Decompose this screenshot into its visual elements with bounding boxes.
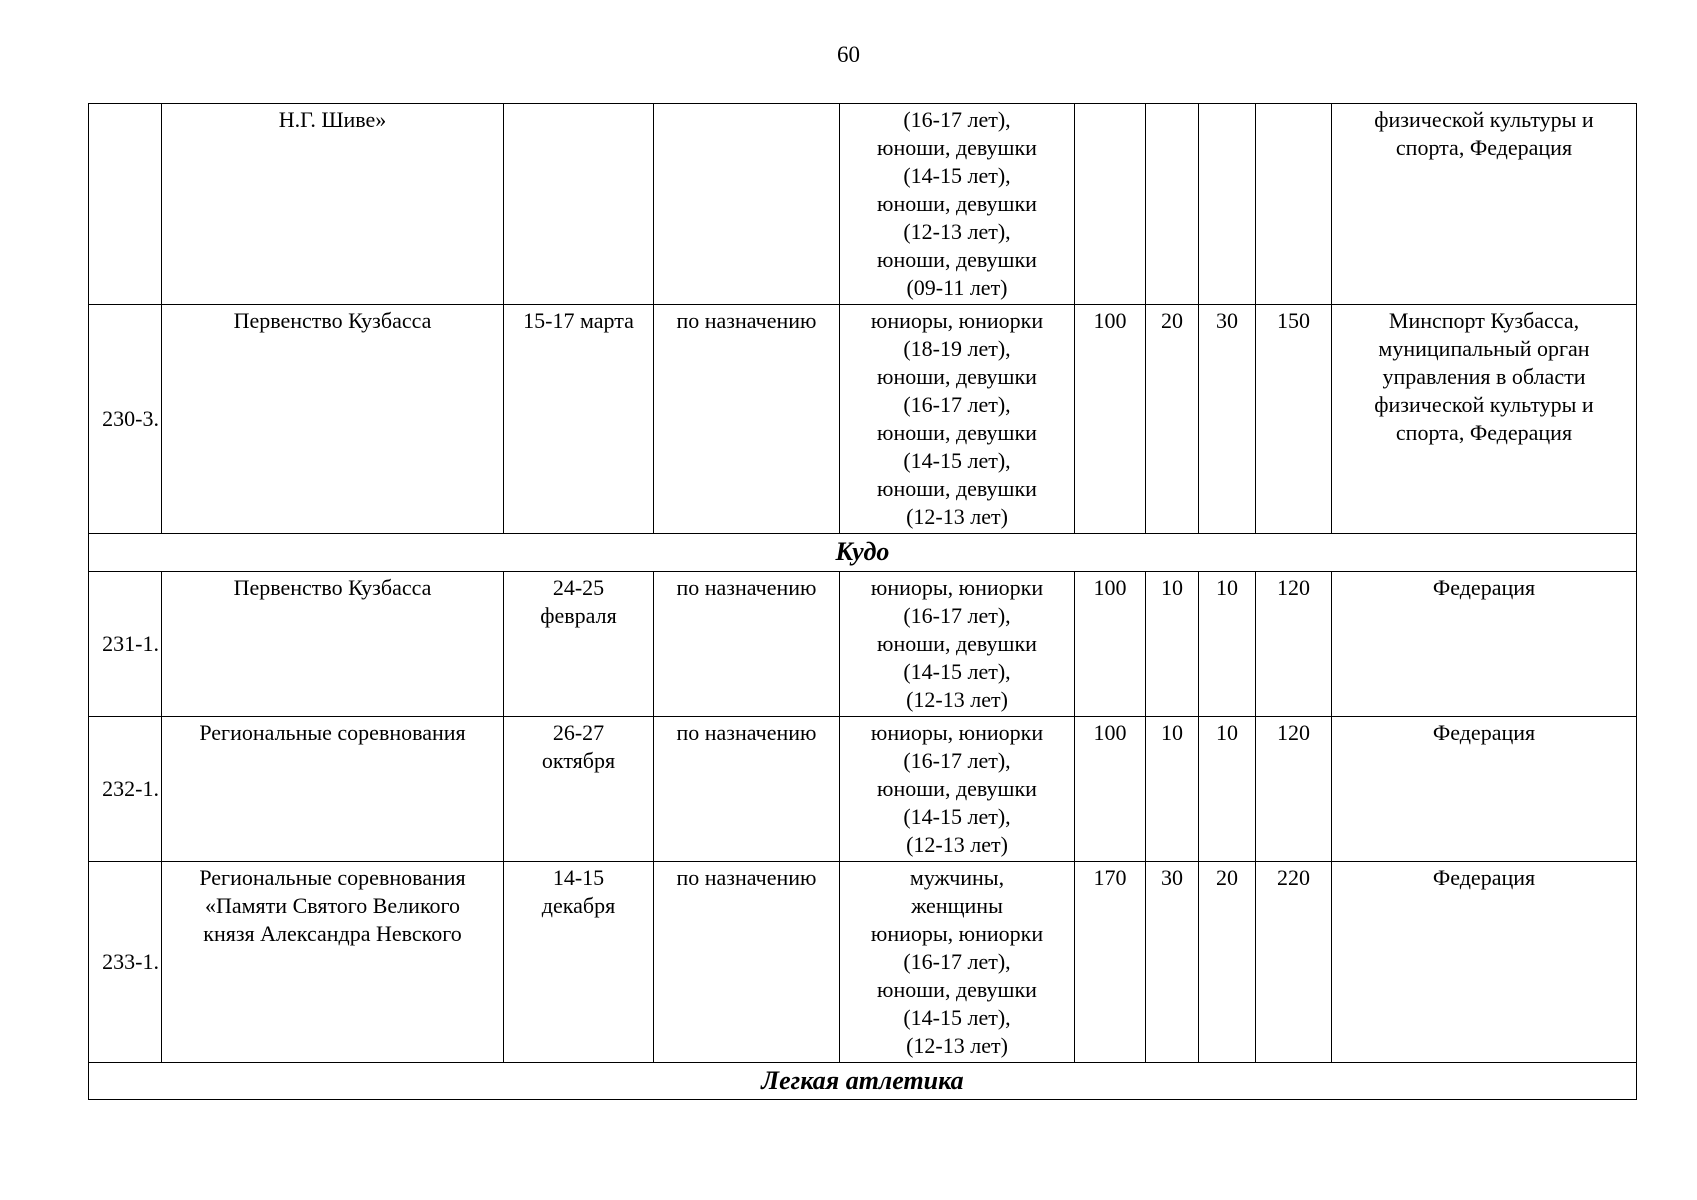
organizer — [1332, 572, 1637, 717]
participants-line: (18-19 лет), — [903, 336, 1011, 361]
event-dates-line: октября — [541, 748, 616, 773]
organizer-line: физической культуры и — [1374, 107, 1594, 132]
event-name-line: Первенство Кузбасса — [233, 575, 432, 600]
count-judges: 10 — [1199, 717, 1256, 862]
participants-line: юниоры, юниорки — [870, 921, 1044, 946]
page-number: 60 — [837, 42, 860, 67]
participants-line: юноши, девушки — [877, 977, 1037, 1002]
row-number — [89, 104, 162, 305]
participants — [840, 104, 1075, 305]
event-name — [162, 862, 504, 1063]
table-row — [89, 862, 1637, 1063]
schedule-table — [88, 103, 1637, 1100]
participants-line: юноши, девушки — [877, 364, 1037, 389]
participants-line: (14-15 лет), — [903, 804, 1011, 829]
count-coaches: 10 — [1146, 717, 1199, 862]
organizer-line: Федерация — [1432, 865, 1536, 890]
participants-line: (14-15 лет), — [903, 1005, 1011, 1030]
participants-line: юноши, девушки — [877, 420, 1037, 445]
table-row — [89, 572, 1637, 717]
participants-line: (16-17 лет), — [903, 603, 1011, 628]
table-row — [89, 104, 1637, 305]
participants-line: (16-17 лет), — [903, 748, 1011, 773]
event-dates — [504, 572, 654, 717]
participants-line: юноши, девушки — [877, 135, 1037, 160]
table-row — [89, 717, 1637, 862]
event-dates-line: 14-15 — [552, 865, 605, 890]
schedule-body — [89, 104, 1637, 1100]
participants-line: юниоры, юниорки — [870, 308, 1044, 333]
section-header-row — [89, 534, 1637, 572]
event-place — [654, 862, 840, 1063]
participants — [840, 305, 1075, 534]
event-name — [162, 717, 504, 862]
participants-line: юноши, девушки — [877, 191, 1037, 216]
participants-line: (12-13 лет) — [906, 1033, 1008, 1058]
event-place — [654, 104, 840, 305]
participants — [840, 572, 1075, 717]
row-number: 232-1. — [89, 717, 162, 862]
event-dates-line: февраля — [540, 603, 617, 628]
count-total: 150 — [1256, 305, 1332, 534]
participants-line: (14-15 лет), — [903, 448, 1011, 473]
count-participants: 170 — [1075, 862, 1146, 1063]
organizer-line: спорта, Федерация — [1395, 135, 1573, 160]
event-place-line: по назначению — [676, 308, 817, 333]
section-title: Легкая атлетика — [89, 1063, 1637, 1100]
event-name-line: Н.Г. Шиве» — [278, 107, 387, 132]
event-dates — [504, 862, 654, 1063]
participants-line: юноши, девушки — [877, 776, 1037, 801]
event-place-line: по назначению — [676, 720, 817, 745]
participants — [840, 717, 1075, 862]
organizer — [1332, 305, 1637, 534]
participants-line: (16-17 лет), — [903, 949, 1011, 974]
event-name-line: «Памяти Святого Великого — [204, 893, 460, 918]
participants-line: мужчины, — [909, 865, 1005, 890]
table-row — [89, 305, 1637, 534]
count-coaches: 10 — [1146, 572, 1199, 717]
event-dates — [504, 104, 654, 305]
row-number: 233-1. — [89, 862, 162, 1063]
organizer-line: Федерация — [1432, 720, 1536, 745]
organizer — [1332, 717, 1637, 862]
participants-line: женщины — [911, 893, 1003, 918]
participants-line: юноши, девушки — [877, 631, 1037, 656]
row-number: 231-1. — [89, 572, 162, 717]
participants — [840, 862, 1075, 1063]
event-dates — [504, 717, 654, 862]
organizer-line: спорта, Федерация — [1395, 420, 1573, 445]
count-participants: 100 — [1075, 305, 1146, 534]
count-judges: 10 — [1199, 572, 1256, 717]
event-place — [654, 717, 840, 862]
organizer-line: муниципальный орган — [1378, 336, 1590, 361]
section-header-row — [89, 1063, 1637, 1100]
participants-line: (12-13 лет) — [906, 832, 1008, 857]
count-judges — [1199, 104, 1256, 305]
participants-line: юниоры, юниорки — [870, 720, 1044, 745]
organizer — [1332, 104, 1637, 305]
event-name-line: Региональные соревнования — [199, 720, 466, 745]
event-name — [162, 104, 504, 305]
count-total: 220 — [1256, 862, 1332, 1063]
row-number: 230-3. — [89, 305, 162, 534]
event-name — [162, 572, 504, 717]
section-title: Кудо — [89, 534, 1637, 572]
event-place-line: по назначению — [676, 575, 817, 600]
participants-line: (14-15 лет), — [903, 659, 1011, 684]
count-total — [1256, 104, 1332, 305]
participants-line: (16-17 лет), — [903, 392, 1011, 417]
count-coaches — [1146, 104, 1199, 305]
organizer — [1332, 862, 1637, 1063]
participants-line: (12-13 лет), — [903, 219, 1011, 244]
event-name-line: Первенство Кузбасса — [233, 308, 432, 333]
event-dates-line: 24-25 — [552, 575, 605, 600]
event-dates-line: 26-27 — [552, 720, 605, 745]
count-participants — [1075, 104, 1146, 305]
event-dates — [504, 305, 654, 534]
event-place — [654, 572, 840, 717]
count-total: 120 — [1256, 572, 1332, 717]
organizer-line: физической культуры и — [1374, 392, 1594, 417]
participants-line: (12-13 лет) — [906, 687, 1008, 712]
event-place-line: по назначению — [676, 865, 817, 890]
event-name-line: Региональные соревнования — [199, 865, 466, 890]
count-coaches: 30 — [1146, 862, 1199, 1063]
count-judges: 20 — [1199, 862, 1256, 1063]
organizer-line: управления в области — [1382, 364, 1586, 389]
count-coaches: 20 — [1146, 305, 1199, 534]
participants-line: (16-17 лет), — [903, 107, 1011, 132]
participants-line: (09-11 лет) — [906, 275, 1008, 300]
participants-line: юниоры, юниорки — [870, 575, 1044, 600]
organizer-line: Федерация — [1432, 575, 1536, 600]
count-participants: 100 — [1075, 572, 1146, 717]
participants-line: (14-15 лет), — [903, 163, 1011, 188]
count-judges: 30 — [1199, 305, 1256, 534]
participants-line: юноши, девушки — [877, 476, 1037, 501]
count-participants: 100 — [1075, 717, 1146, 862]
count-total: 120 — [1256, 717, 1332, 862]
event-dates-line: декабря — [541, 893, 616, 918]
event-name — [162, 305, 504, 534]
participants-line: юноши, девушки — [877, 247, 1037, 272]
participants-line: (12-13 лет) — [906, 504, 1008, 529]
organizer-line: Минспорт Кузбасса, — [1388, 308, 1580, 333]
event-place — [654, 305, 840, 534]
event-name-line: князя Александра Невского — [203, 921, 462, 946]
event-dates-line: 15-17 марта — [523, 308, 634, 333]
